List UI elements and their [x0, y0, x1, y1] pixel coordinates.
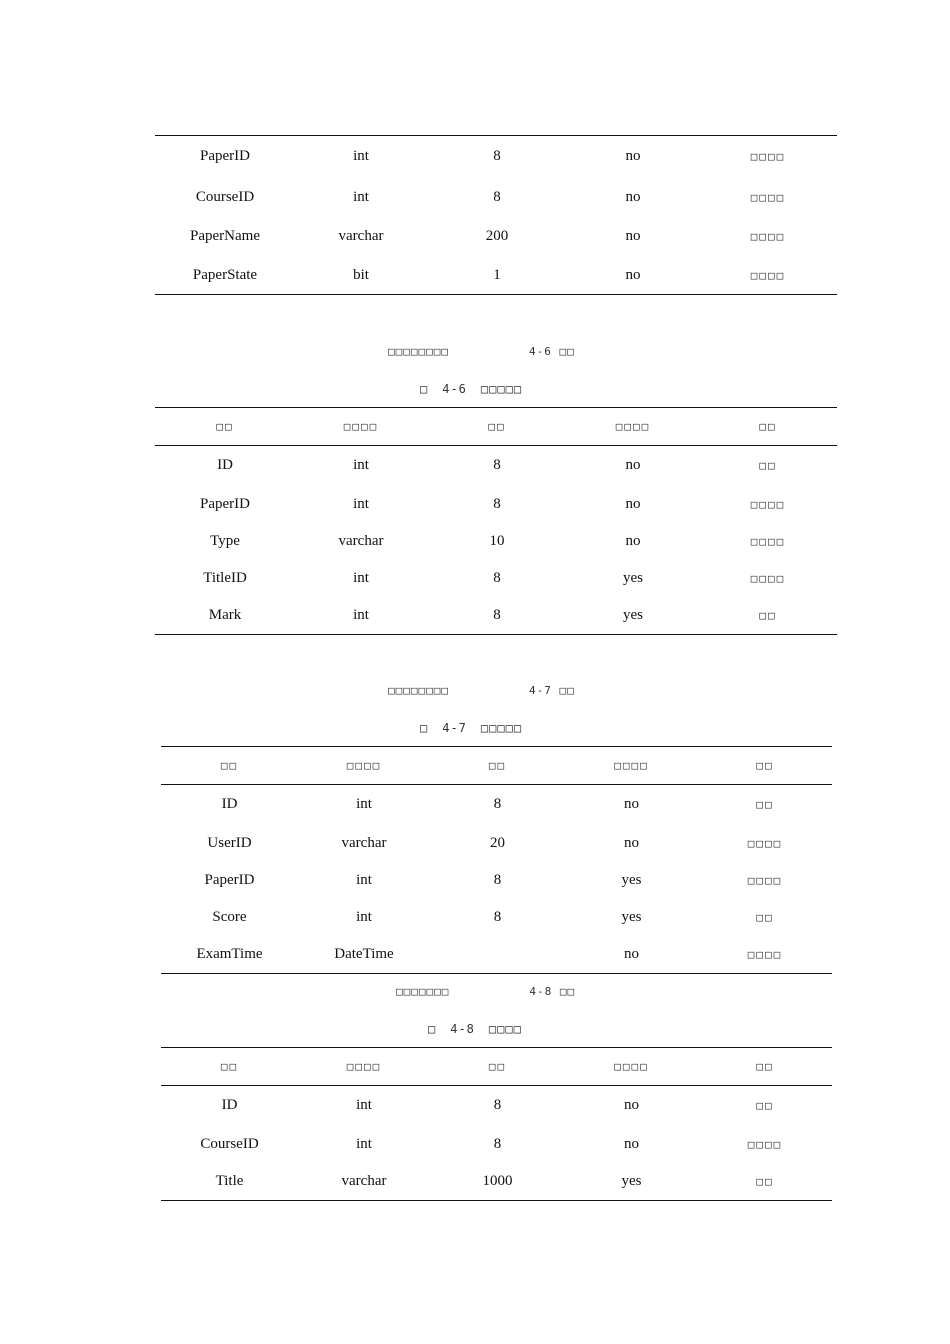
- nullable-cell: no: [625, 148, 641, 165]
- field-name-cell: PaperID: [200, 495, 250, 512]
- length-cell: 8: [493, 569, 501, 586]
- nullable-cell: yes: [621, 871, 642, 888]
- description-cell: □□□□: [750, 534, 786, 548]
- table-row: [155, 446, 837, 486]
- field-name-cell: PaperState: [192, 266, 258, 283]
- header-description: □□: [756, 759, 774, 772]
- description-cell: □□: [759, 459, 777, 473]
- length-cell: 8: [493, 796, 502, 813]
- caption-title: □□□□□: [480, 721, 523, 735]
- header-field-name: □□: [220, 1060, 239, 1073]
- table-row: [161, 1086, 832, 1126]
- table-row: [155, 523, 837, 560]
- data-type-cell: int: [353, 457, 369, 474]
- field-name-cell: PaperID: [200, 148, 250, 165]
- header-nullable: □□□□: [614, 1060, 649, 1073]
- nullable-cell: no: [625, 532, 641, 549]
- length-cell: 8: [493, 457, 501, 474]
- description-cell: □□□□: [750, 190, 786, 204]
- table-row: [161, 936, 832, 974]
- caption-title: □□□□: [488, 1022, 522, 1036]
- length-cell: 1000: [482, 1172, 513, 1189]
- field-name-cell: TitleID: [203, 569, 247, 586]
- nullable-cell: yes: [621, 1172, 642, 1189]
- header-nullable: □□□□: [614, 759, 649, 772]
- length-cell: 20: [490, 834, 505, 851]
- field-name-cell: UserID: [207, 834, 252, 851]
- data-type-cell: int: [356, 1135, 372, 1152]
- header-field-name: □□: [220, 759, 239, 772]
- length-cell: 8: [493, 908, 502, 925]
- nullable-cell: yes: [623, 606, 643, 623]
- table-caption-4-7: [420, 721, 522, 735]
- table-4-7: [161, 746, 832, 974]
- description-cell: □□: [759, 608, 777, 622]
- header-data-type: □□□□: [346, 759, 382, 772]
- table-row: [161, 899, 832, 936]
- header-data-type: □□□□: [346, 1060, 382, 1073]
- caption-number: 4-7: [442, 721, 467, 735]
- nullable-cell: yes: [623, 569, 643, 586]
- nullable-cell: no: [625, 457, 641, 474]
- header-description: □□: [756, 1060, 774, 1073]
- header-nullable: □□□□: [615, 420, 651, 433]
- length-cell: 8: [493, 871, 502, 888]
- data-type-cell: int: [353, 188, 369, 205]
- description-cell: □□□□: [747, 947, 783, 961]
- table-body: [155, 446, 837, 635]
- table-row: [155, 136, 837, 178]
- intro-ref: 4-7 □□: [528, 684, 575, 697]
- header-description: □□: [759, 420, 777, 433]
- table-top-body: [155, 136, 837, 295]
- nullable-cell: no: [624, 945, 639, 962]
- table-caption-4-8: [428, 1022, 522, 1036]
- caption-prefix: □: [420, 721, 429, 735]
- table-row: [161, 862, 832, 899]
- description-cell: □□□□: [750, 150, 786, 164]
- table-body: [161, 1086, 832, 1201]
- field-name-cell: Score: [212, 908, 247, 925]
- length-cell: 8: [493, 1135, 502, 1152]
- table-row: [155, 560, 837, 597]
- data-type-cell: int: [356, 796, 372, 813]
- data-type-cell: varchar: [341, 1172, 387, 1189]
- field-name-cell: Mark: [208, 606, 242, 623]
- data-type-cell: int: [353, 569, 369, 586]
- length-cell: 8: [493, 188, 501, 205]
- length-cell: 200: [485, 228, 509, 244]
- table-row: [155, 217, 837, 257]
- description-cell: □□□□: [747, 1137, 783, 1151]
- field-name-cell: CourseID: [200, 1135, 259, 1152]
- header-row: [161, 747, 832, 785]
- length-cell: 8: [493, 148, 501, 165]
- nullable-cell: no: [625, 228, 641, 244]
- table-header: [161, 1048, 832, 1086]
- nullable-cell: no: [625, 188, 641, 205]
- header-data-type: □□□□: [343, 420, 379, 433]
- data-type-cell: int: [353, 495, 369, 512]
- field-name-cell: PaperName: [190, 228, 260, 244]
- nullable-cell: no: [625, 266, 641, 283]
- length-cell: 8: [493, 606, 501, 623]
- intro-text: □□□□□□□: [396, 985, 450, 998]
- table-header: [161, 747, 832, 785]
- table-row: [161, 825, 832, 862]
- nullable-cell: no: [624, 1135, 639, 1152]
- field-name-cell: ID: [217, 457, 233, 474]
- data-type-cell: int: [356, 871, 372, 888]
- nullable-cell: no: [624, 1097, 639, 1114]
- intro-text: □□□□□□□□: [388, 345, 449, 358]
- table-row: [161, 1126, 832, 1163]
- description-cell: □□□□: [747, 873, 783, 887]
- intro-ref: 4-8 □□: [529, 985, 576, 998]
- data-type-cell: int: [356, 1097, 372, 1114]
- description-cell: □□: [756, 1099, 774, 1113]
- data-type-cell: varchar: [338, 532, 384, 549]
- data-type-cell: int: [356, 908, 372, 925]
- intro-line-4-6: [388, 345, 575, 358]
- header-length: □□: [488, 759, 507, 772]
- intro-line-4-8: [396, 985, 575, 998]
- table-4-8: [161, 1047, 832, 1201]
- header-length: □□: [488, 1060, 507, 1073]
- description-cell: □□□□: [750, 230, 786, 243]
- data-type-cell: int: [353, 606, 369, 623]
- description-cell: □□□□: [747, 836, 783, 850]
- field-name-cell: CourseID: [195, 188, 255, 205]
- table-row: [155, 257, 837, 295]
- caption-title: □□□□□: [480, 382, 523, 396]
- intro-ref: 4-6 □□: [528, 345, 575, 358]
- header-row: [155, 408, 837, 446]
- table-header: [155, 408, 837, 446]
- nullable-cell: no: [624, 834, 639, 851]
- header-row: [161, 1048, 832, 1086]
- header-length: □□: [488, 420, 506, 433]
- caption-number: 4-8: [450, 1022, 475, 1036]
- table-body: [161, 785, 832, 974]
- description-cell: □□□□: [750, 571, 786, 585]
- description-cell: □□: [756, 910, 774, 924]
- data-type-cell: DateTime: [334, 945, 394, 962]
- table-4-6: [155, 407, 837, 635]
- description-cell: □□□□: [750, 268, 786, 282]
- table-row: [155, 597, 837, 635]
- length-cell: 10: [489, 532, 505, 549]
- data-type-cell: bit: [353, 266, 369, 283]
- intro-line-4-7: [388, 684, 575, 697]
- nullable-cell: no: [624, 796, 639, 813]
- length-cell: 1: [493, 266, 501, 283]
- table-caption-4-6: [420, 382, 522, 396]
- caption-prefix: □: [420, 382, 429, 396]
- length-cell: 8: [493, 1097, 502, 1114]
- field-name-cell: PaperID: [204, 871, 255, 888]
- description-cell: □□: [756, 798, 774, 812]
- length-cell: 8: [493, 495, 501, 512]
- caption-number: 4-6: [442, 382, 467, 396]
- length-cell: [430, 936, 565, 974]
- field-name-cell: ID: [221, 1097, 238, 1114]
- table-top: [155, 135, 837, 295]
- table-row: [155, 486, 837, 523]
- description-cell: □□□□: [750, 497, 786, 511]
- data-type-cell: int: [353, 148, 369, 165]
- table-row: [161, 785, 832, 825]
- caption-prefix: □: [428, 1022, 437, 1036]
- table-row: [155, 178, 837, 217]
- intro-text: □□□□□□□□: [388, 684, 449, 697]
- description-cell: □□: [756, 1174, 774, 1188]
- table-row: [161, 1163, 832, 1201]
- nullable-cell: no: [625, 495, 641, 512]
- field-name-cell: Type: [210, 532, 240, 549]
- nullable-cell: yes: [621, 908, 642, 925]
- header-field-name: □□: [216, 420, 234, 433]
- data-type-cell: varchar: [338, 228, 384, 244]
- field-name-cell: ID: [221, 796, 238, 813]
- field-name-cell: ExamTime: [196, 945, 263, 962]
- data-type-cell: varchar: [341, 834, 387, 851]
- field-name-cell: Title: [215, 1172, 244, 1189]
